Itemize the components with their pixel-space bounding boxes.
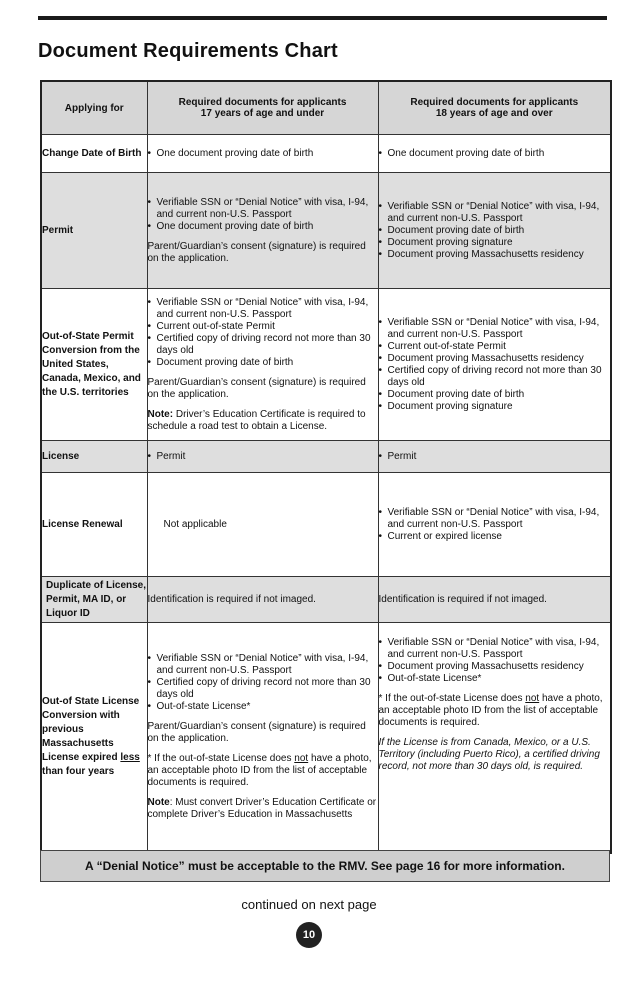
label-text: than four years [42, 766, 115, 778]
row-label-change-dob: Change Date of Birth [41, 135, 147, 173]
top-rule [38, 16, 607, 20]
row-label-permit: Permit [41, 173, 147, 289]
cell-oos-license-over [378, 623, 611, 853]
list-item: • Current out-of-state Permit [379, 341, 611, 353]
cell-oos-license-under [147, 623, 378, 853]
cell-change-dob-over [378, 135, 611, 173]
table-row [41, 473, 611, 577]
footnote-underlined: not [294, 753, 309, 765]
list-item: • Verifiable SSN or “Denial Notice” with visa, I-94, and current non-U.S. Passport [379, 507, 611, 531]
cell-oos-permit-over [378, 289, 611, 441]
table-row [41, 441, 611, 473]
table-row [41, 577, 611, 623]
canada-mexico-note: If the License is from Canada, Mexico, or a U.S. Territory (including Puerto Rico), a certified driving record, not more than 30 days old, is required. [378, 737, 600, 772]
note-text: : Must convert Driver’s Education Certificate or complete Driver’s Education in Massachusetts [147, 797, 377, 821]
row-label-duplicate: Duplicate of License, Permit, MA ID, or Liquor ID [41, 577, 147, 623]
header-over-18-line1: Required documents for applicants [410, 97, 579, 108]
list-item: • Verifiable SSN or “Denial Notice” with visa, I-94, and current non-U.S. Passport [379, 317, 611, 341]
list-item: • Document proving Massachusetts residency [379, 661, 611, 673]
cell-change-dob-under [147, 135, 378, 173]
cell-oos-permit-under [147, 289, 378, 441]
consent-note: Parent/Guardian’s consent (signature) is required on the application. [147, 721, 366, 745]
table-row [41, 289, 611, 441]
note-label: Note: [147, 408, 174, 420]
photo-footnote [148, 753, 378, 789]
list-item: • Document proving Massachusetts residency [379, 249, 611, 261]
header-row [41, 81, 611, 135]
cell-renewal-over [378, 473, 611, 577]
cell-permit-under [147, 173, 378, 289]
requirements-table [40, 80, 612, 854]
continued-note: continued on next page [241, 897, 377, 912]
row-label-license: License [41, 441, 147, 473]
list-item: • Out-of-state License* [379, 673, 611, 685]
list-item: • Verifiable SSN or “Denial Notice” with visa, I-94, and current non-U.S. Passport [148, 197, 378, 221]
cell-renewal-under: Not applicable [147, 473, 378, 577]
note-label: Note [147, 797, 170, 809]
consent-note: Parent/Guardian’s consent (signature) is required on the application. [147, 240, 366, 264]
photo-footnote [379, 693, 611, 729]
page-number-badge: 10 [296, 922, 322, 948]
list-item: • One document proving date of birth [379, 148, 611, 160]
cell-permit-over [378, 173, 611, 289]
table-row [41, 173, 611, 289]
list-item: • Verifiable SSN or “Denial Notice” with visa, I-94, and current non-U.S. Passport [379, 637, 611, 661]
list-item: • Out-of-state License* [148, 701, 378, 713]
header-under-18-line2: 17 years of age and under [200, 108, 325, 119]
list-item: • One document proving date of birth [148, 148, 378, 160]
footnote-underlined: not [525, 693, 540, 704]
list-item: • Certified copy of driving record not more than 30 days old [148, 333, 378, 357]
table-row [41, 135, 611, 173]
row-label-renewal: License Renewal [41, 473, 147, 577]
row-label-oos-permit: Out-of-State Permit Conversion from the United States, Canada, Mexico, and the U.S. territories [41, 289, 147, 441]
list-item: • Document proving signature [379, 401, 611, 413]
list-item: • Verifiable SSN or “Denial Notice” with visa, I-94, and current non-U.S. Passport [148, 653, 378, 677]
header-under-18-line1: Required documents for applicants [178, 97, 347, 108]
table-row [41, 623, 611, 853]
list-item: • Certified copy of driving record not more than 30 days old [379, 365, 611, 389]
consent-note: Parent/Guardian’s consent (signature) is required on the application. [147, 376, 366, 400]
drivers-ed-note [148, 797, 378, 821]
cell-license-over [378, 441, 611, 473]
list-item: • Certified copy of driving record not more than 30 days old [148, 677, 378, 701]
list-item: • Verifiable SSN or “Denial Notice” with visa, I-94, and current non-U.S. Passport [148, 297, 378, 321]
list-item: • Document proving Massachusetts residency [379, 353, 611, 365]
list-item: • Verifiable SSN or “Denial Notice” with visa, I-94, and current non-U.S. Passport [379, 201, 611, 225]
footnote-text: have a photo, an acceptable photo ID from the list of acceptable documents is required. [378, 693, 603, 728]
list-item: • Document proving date of birth [379, 389, 611, 401]
label-underlined: less [120, 752, 140, 764]
cell-duplicate-over: Identification is required if not imaged. [378, 577, 611, 623]
list-item: • Document proving date of birth [379, 225, 611, 237]
footnote-text: * If the out-of-state License does [147, 753, 295, 765]
footnote-text: * If the out-of-state License does [378, 693, 526, 704]
footnote-text: have a photo, an acceptable photo ID from the list of acceptable documents is required. [147, 753, 372, 789]
list-item: • Permit [148, 451, 378, 463]
label-text: Out-of State License Conversion with previous Massachusetts License expired [42, 696, 140, 764]
list-item: • Document proving signature [379, 237, 611, 249]
cell-duplicate-under: Identification is required if not imaged. [147, 577, 378, 623]
page-title: Document Requirements Chart [38, 40, 338, 62]
header-applying-for: Applying for [41, 81, 147, 135]
list-item: • Document proving date of birth [148, 357, 378, 369]
header-over-18 [378, 81, 611, 135]
list-item: • One document proving date of birth [148, 221, 378, 233]
cell-license-under [147, 441, 378, 473]
header-under-18 [147, 81, 378, 135]
denial-notice-banner: A “Denial Notice” must be acceptable to the RMV. See page 16 for more information. [40, 850, 610, 882]
list-item: • Current out-of-state Permit [148, 321, 378, 333]
note-text: Driver’s Education Certificate is required to schedule a road test to obtain a License. [147, 408, 366, 432]
header-over-18-line2: 18 years of age and over [435, 108, 553, 119]
drivers-ed-note [148, 409, 378, 433]
row-label-oos-license [41, 623, 147, 853]
list-item: • Current or expired license [379, 531, 611, 543]
list-item: • Permit [379, 451, 611, 463]
